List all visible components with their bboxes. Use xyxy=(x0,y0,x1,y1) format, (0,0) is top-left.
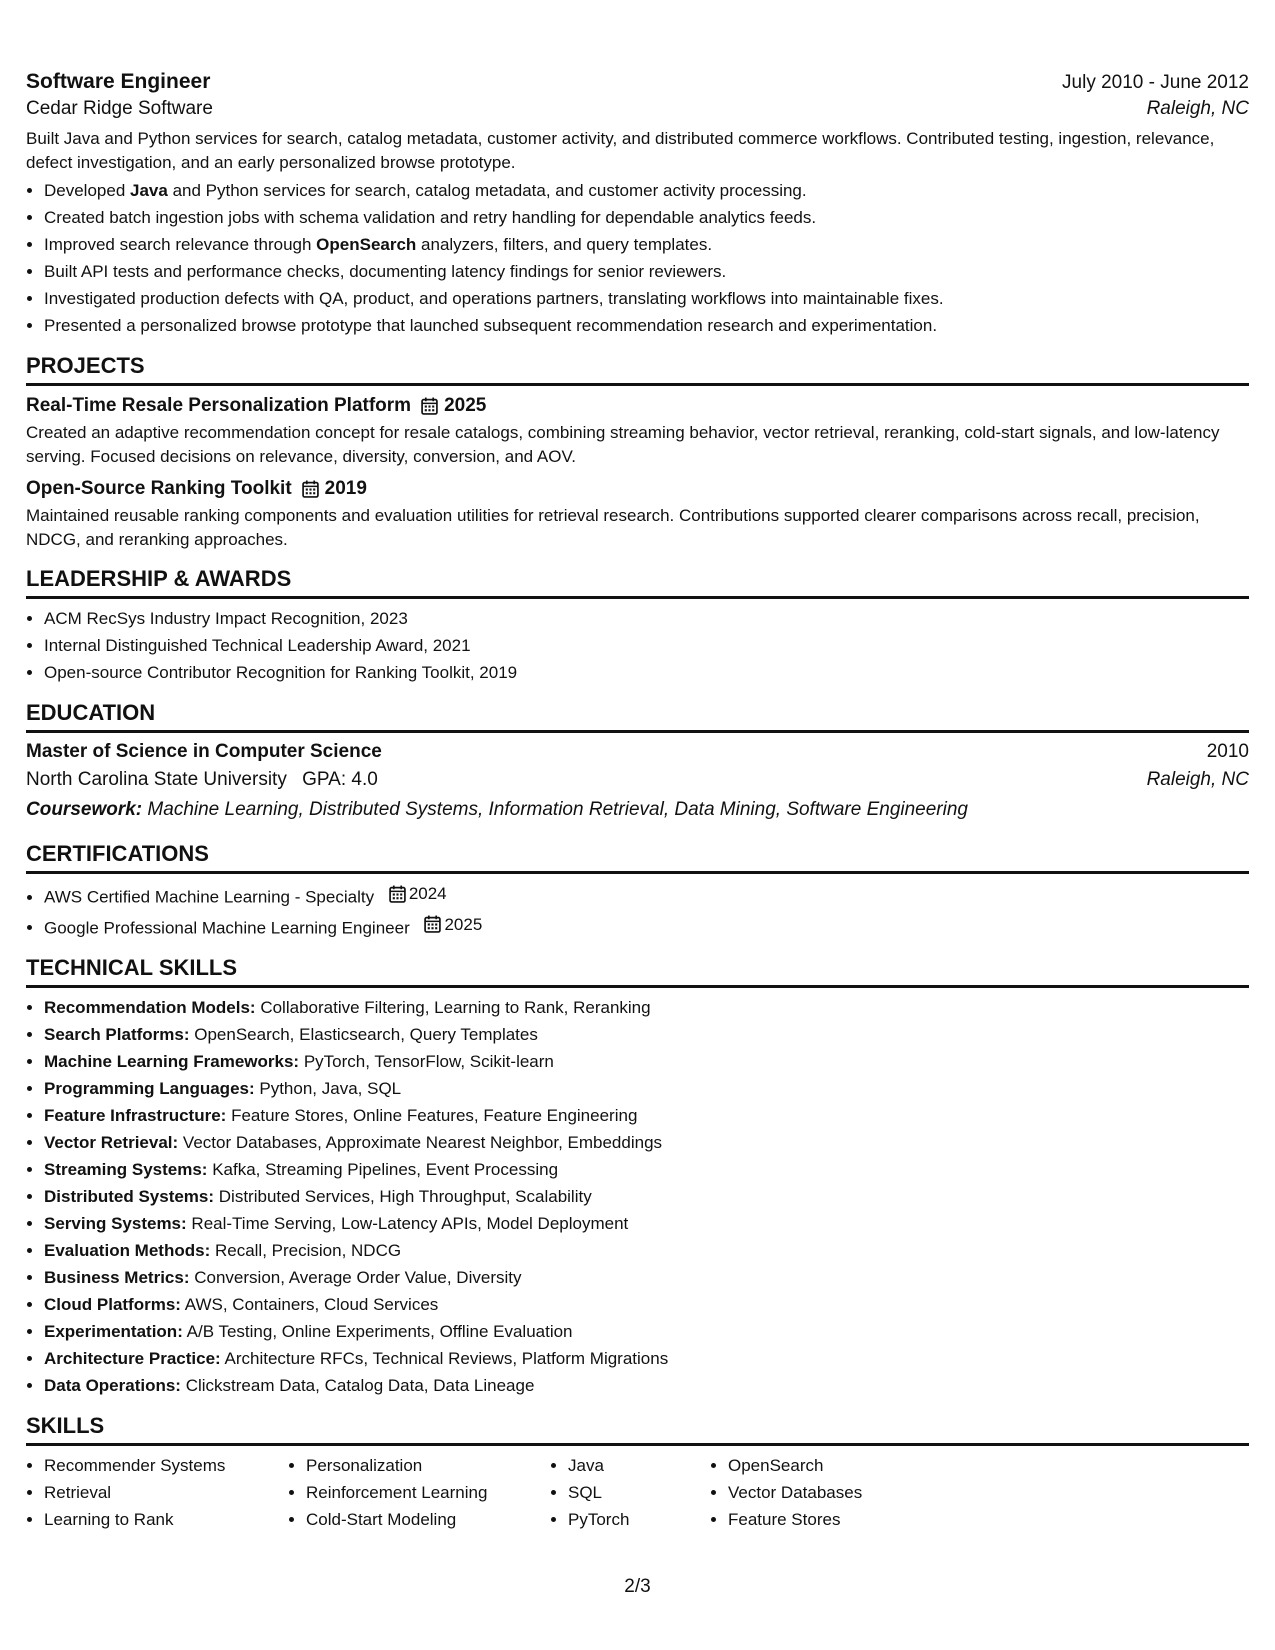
tech-skill-item: • Architecture Practice: Architecture RFCs, Technical Reviews, Platform Migrations xyxy=(44,1345,1249,1372)
section-heading-certifications: CERTIFICATIONS xyxy=(26,841,1249,874)
job-bullet: • Built API tests and performance checks, documenting latency findings for senior reviewers. xyxy=(44,258,1249,285)
calendar-icon xyxy=(424,915,441,933)
skill-item: • Retrieval xyxy=(44,1479,288,1506)
projects-section xyxy=(26,353,1249,552)
tech-skill-item: • Serving Systems: Real-Time Serving, Low-Latency APIs, Model Deployment xyxy=(44,1210,1249,1237)
job-bullet: • Developed Java and Python services for search, catalog metadata, and customer activity processing. xyxy=(44,177,1249,204)
skills-section xyxy=(26,1413,1249,1533)
school-location: Raleigh, NC xyxy=(1146,769,1249,790)
tech-skill-item: • Evaluation Methods: Recall, Precision, NDCG xyxy=(44,1237,1249,1264)
tech-skill-item: • Vector Retrieval: Vector Databases, Approximate Nearest Neighbor, Embeddings xyxy=(44,1129,1249,1156)
section-heading-education: EDUCATION xyxy=(26,700,1249,733)
job-location: Raleigh, NC xyxy=(1146,98,1249,119)
certification-item xyxy=(44,911,1249,942)
skills-column xyxy=(710,1452,928,1533)
calendar-icon xyxy=(421,397,438,415)
tech-skill-item: • Machine Learning Frameworks: PyTorch, TensorFlow, Scikit-learn xyxy=(44,1048,1249,1075)
tech-skill-item: • Experimentation: A/B Testing, Online Experiments, Offline Evaluation xyxy=(44,1318,1249,1345)
skill-item: • Reinforcement Learning xyxy=(306,1479,550,1506)
experience-entry xyxy=(26,70,1249,339)
skills-column xyxy=(26,1452,288,1533)
section-heading-skills: SKILLS xyxy=(26,1413,1249,1446)
technical-skills-list xyxy=(26,994,1249,1399)
project-year: 2019 xyxy=(324,478,367,499)
tech-skill-item: • Programming Languages: Python, Java, SQL xyxy=(44,1075,1249,1102)
section-heading-leadership: LEADERSHIP & AWARDS xyxy=(26,566,1249,599)
degree-title: Master of Science in Computer Science xyxy=(26,741,382,762)
job-bullet: • Improved search relevance through OpenSearch analyzers, filters, and query templates. xyxy=(44,231,1249,258)
skill-item: • Feature Stores xyxy=(728,1506,928,1533)
calendar-icon xyxy=(389,885,406,903)
job-dates: July 2010 - June 2012 xyxy=(1062,72,1249,93)
project-item xyxy=(26,478,1249,552)
coursework xyxy=(26,799,1249,821)
skills-column xyxy=(550,1452,710,1533)
graduation-year: 2010 xyxy=(1206,741,1249,762)
project-name: Real-Time Resale Personalization Platform xyxy=(26,395,412,416)
skill-item: • Personalization xyxy=(306,1452,550,1479)
job-bullet: • Created batch ingestion jobs with schema validation and retry handling for dependable analytics feeds. xyxy=(44,204,1249,231)
tech-skill-item: • Business Metrics: Conversion, Average Order Value, Diversity xyxy=(44,1264,1249,1291)
skill-item: • Learning to Rank xyxy=(44,1506,288,1533)
tech-skill-item: • Recommendation Models: Collaborative Filtering, Learning to Rank, Reranking xyxy=(44,994,1249,1021)
tech-skill-item: • Streaming Systems: Kafka, Streaming Pipelines, Event Processing xyxy=(44,1156,1249,1183)
calendar-icon xyxy=(302,480,319,498)
tech-skill-item: • Feature Infrastructure: Feature Stores, Online Features, Feature Engineering xyxy=(44,1102,1249,1129)
skill-item: • PyTorch xyxy=(568,1506,710,1533)
coursework-label: Coursework: xyxy=(26,799,143,820)
project-description: Maintained reusable ranking components and evaluation utilities for retrieval research. Contributions supported clearer comparisons across recall, precision, NDCG, and reranking approaches. xyxy=(26,506,1200,549)
award-item: • ACM RecSys Industry Impact Recognition, 2023 xyxy=(44,605,1249,632)
certification-name: AWS Certified Machine Learning - Specialty xyxy=(44,887,375,907)
certifications-section xyxy=(26,841,1249,941)
tech-skill-item: • Data Operations: Clickstream Data, Catalog Data, Data Lineage xyxy=(44,1372,1249,1399)
skill-item: • SQL xyxy=(568,1479,710,1506)
project-name: Open-Source Ranking Toolkit xyxy=(26,478,292,499)
skill-item: • Cold-Start Modeling xyxy=(306,1506,550,1533)
company-name: Cedar Ridge Software xyxy=(26,98,213,119)
project-item xyxy=(26,395,1249,469)
awards-list xyxy=(26,605,1249,686)
job-title: Software Engineer xyxy=(26,70,211,93)
certification-year: 2024 xyxy=(408,884,447,903)
award-item: • Internal Distinguished Technical Leadership Award, 2021 xyxy=(44,632,1249,659)
job-bullet: • Investigated production defects with QA, product, and operations partners, translating workflows into maintainable fixes. xyxy=(44,285,1249,312)
school-name: North Carolina State University xyxy=(26,769,287,790)
section-heading-technical-skills: TECHNICAL SKILLS xyxy=(26,955,1249,988)
coursework-list: Machine Learning, Distributed Systems, Information Retrieval, Data Mining, Software Engineering xyxy=(147,799,968,820)
leadership-section xyxy=(26,566,1249,686)
skills-column xyxy=(288,1452,550,1533)
certification-name: Google Professional Machine Learning Engineer xyxy=(44,918,410,937)
gpa: GPA: 4.0 xyxy=(302,769,378,790)
education-section xyxy=(26,700,1249,821)
skill-item: • Vector Databases xyxy=(728,1479,928,1506)
job-bullets xyxy=(26,177,1249,339)
skill-item: • Java xyxy=(568,1452,710,1479)
resume-page xyxy=(26,70,1249,1533)
technical-skills-section xyxy=(26,955,1249,1399)
tech-skill-item: • Cloud Platforms: AWS, Containers, Cloud Services xyxy=(44,1291,1249,1318)
project-description: Created an adaptive recommendation concept for resale catalogs, combining streaming behavior, vector retrieval, reranking, cold-start signals, and low-latency serving. Focused decisions on relevance, diversity, conversion, and AOV. xyxy=(26,423,1220,466)
job-bullet: • Presented a personalized browse prototype that launched subsequent recommendation research and experimentation. xyxy=(44,312,1249,339)
certifications-list xyxy=(26,880,1249,941)
skills-grid xyxy=(26,1452,1249,1533)
page-number: 2/3 xyxy=(624,1576,651,1597)
tech-skill-item: • Search Platforms: OpenSearch, Elasticsearch, Query Templates xyxy=(44,1021,1249,1048)
skill-item: • Recommender Systems xyxy=(44,1452,288,1479)
tech-skill-item: • Distributed Systems: Distributed Services, High Throughput, Scalability xyxy=(44,1183,1249,1210)
certification-year: 2025 xyxy=(444,914,483,934)
section-heading-projects: PROJECTS xyxy=(26,353,1249,386)
skill-item: • OpenSearch xyxy=(728,1452,928,1479)
certification-item xyxy=(44,880,1249,911)
award-item: • Open-source Contributor Recognition for Ranking Toolkit, 2019 xyxy=(44,659,1249,686)
project-year: 2025 xyxy=(444,395,487,416)
job-summary: Built Java and Python services for search, catalog metadata, customer activity, and distributed commerce workflows. Contributed testing, ingestion, relevance, defect investigation, and an early personalized browse prototype. xyxy=(26,129,1215,172)
